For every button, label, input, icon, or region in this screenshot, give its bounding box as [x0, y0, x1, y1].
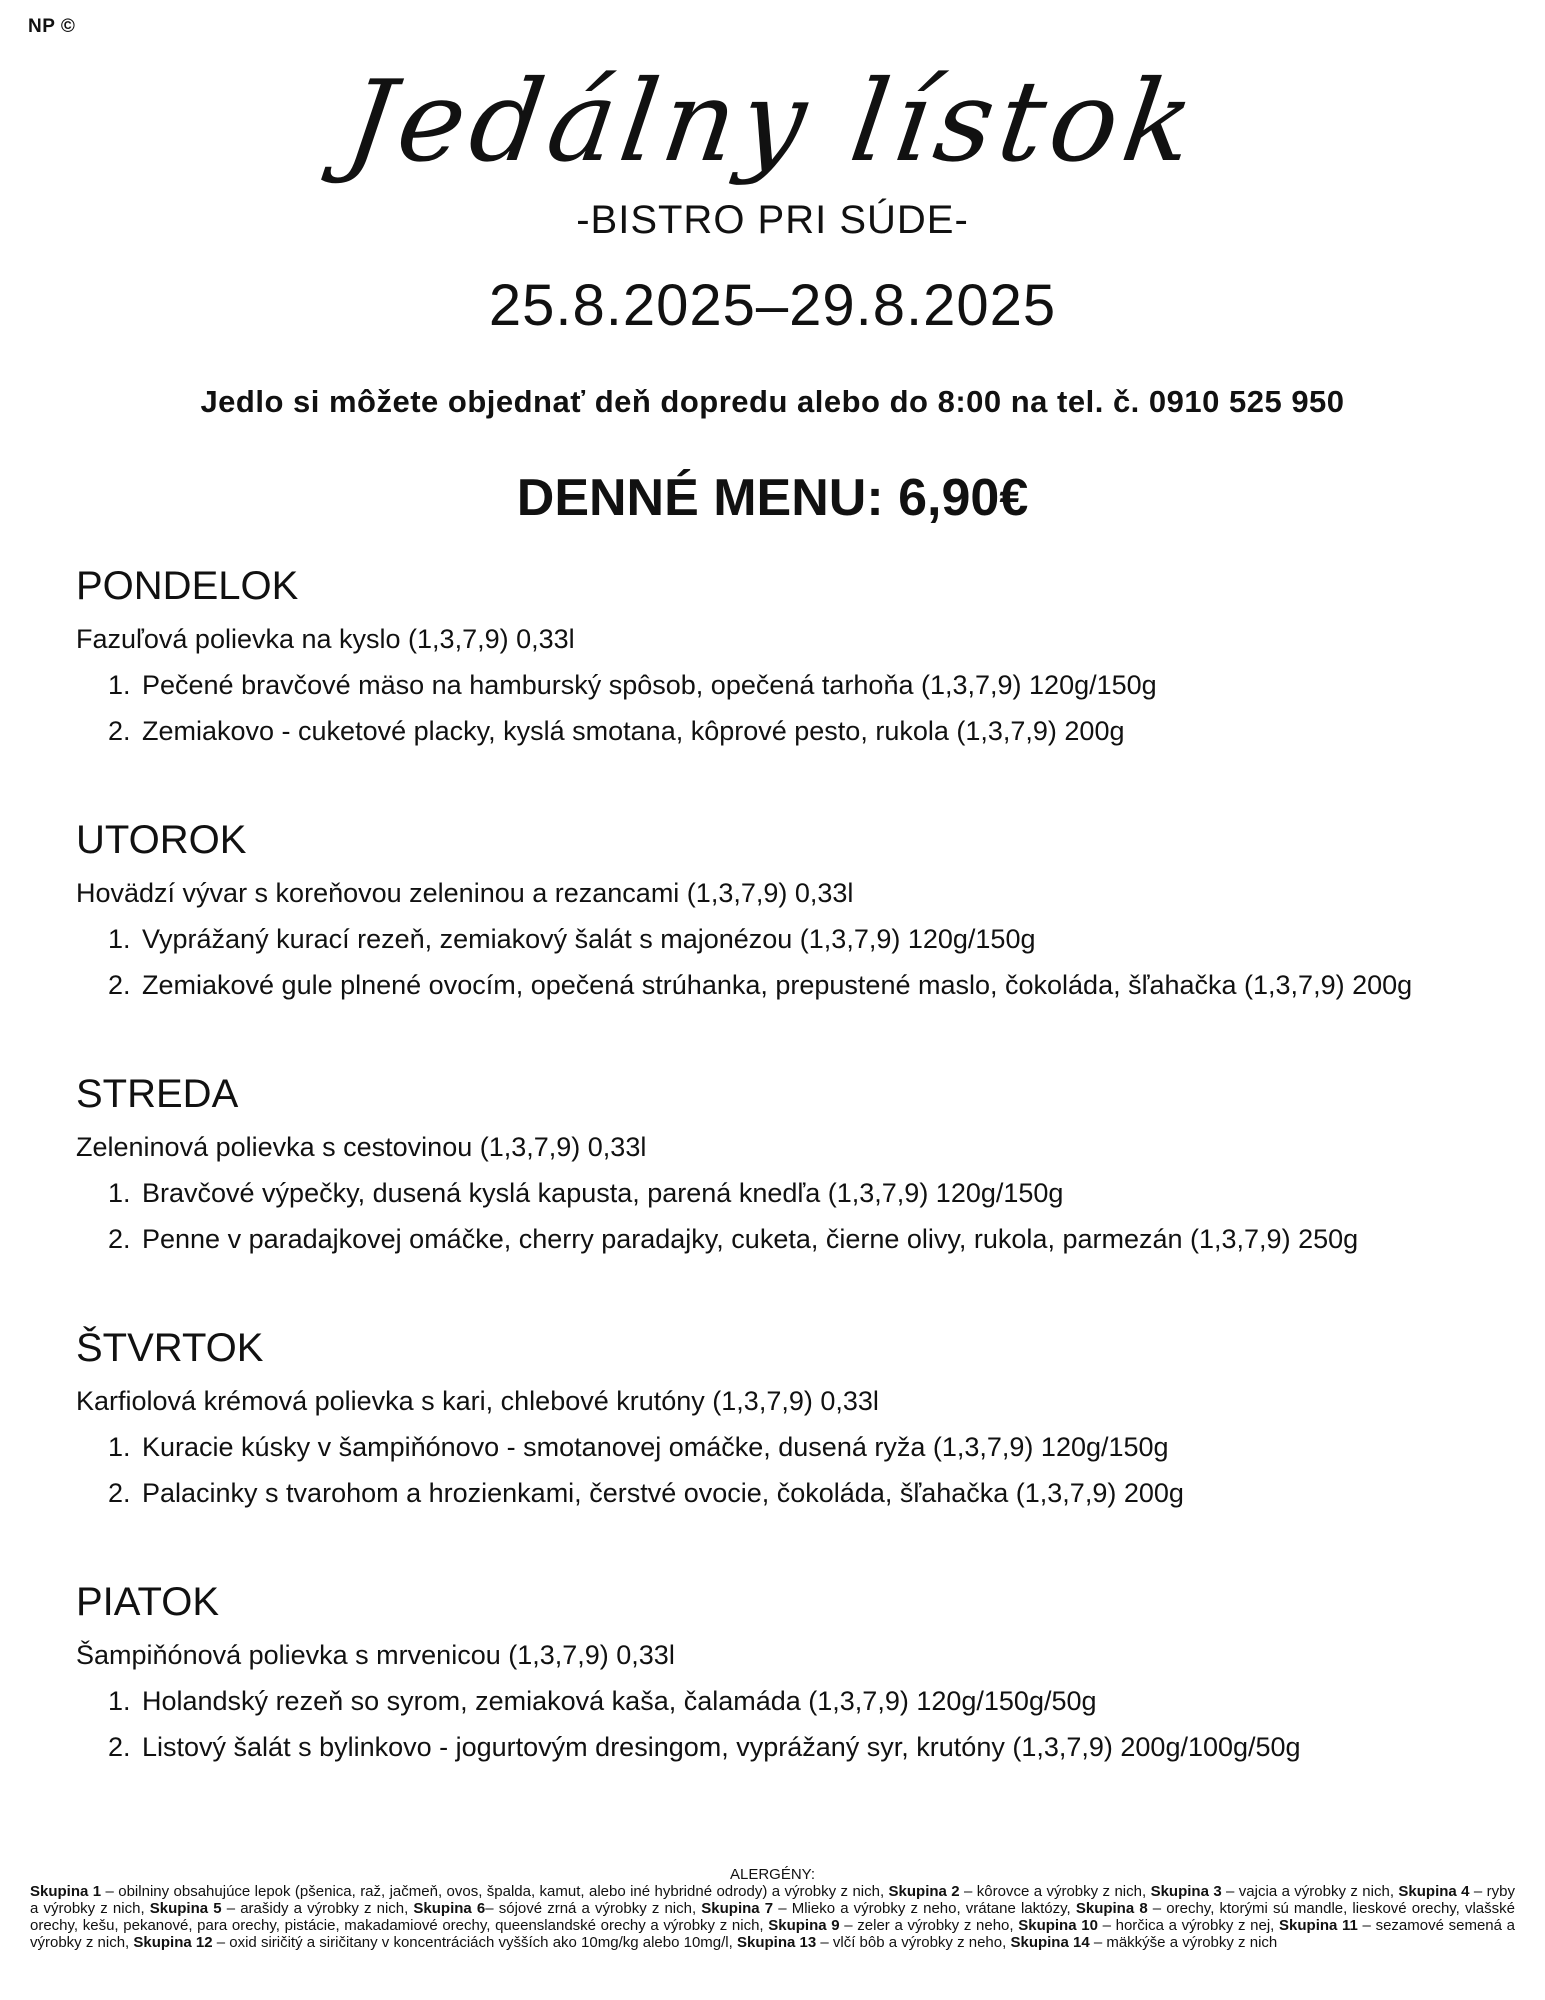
allergen-group-label: Skupina 4	[1398, 1883, 1470, 1900]
meal-list	[76, 662, 1496, 754]
corner-mark: NP ©	[28, 16, 76, 37]
allergens-title: ALERGÉNY:	[729, 1866, 816, 1883]
allergen-group-text: – sezamové semená a výrobky z nich,	[30, 1917, 1515, 1951]
meal-list	[76, 1678, 1496, 1770]
allergen-group-label: Skupina 14	[1010, 1934, 1090, 1951]
day-name: PONDELOK	[76, 564, 299, 608]
allergen-group-label: Skupina 2	[888, 1883, 960, 1900]
allergens-section	[30, 1866, 1515, 1951]
day-name: UTOROK	[76, 818, 247, 862]
meal-item: 1. Pečené bravčové mäso na hamburský spôsob, opečená tarhoňa (1,3,7,9) 120g/150g	[138, 662, 1496, 708]
weekly-menu	[76, 560, 1496, 1830]
allergen-group-label: Skupina 5	[149, 1900, 222, 1917]
meal-item: 2. Zemiakové gule plnené ovocím, opečená strúhanka, prepustené maslo, čokoláda, šľahačka (1,3,7,9) 200g	[138, 962, 1496, 1008]
allergen-group-text: – mäkkýše a výrobky z nich	[1089, 1934, 1278, 1951]
allergen-group-text: – vajcia a výrobky z nich,	[1221, 1883, 1399, 1900]
soup-item: Zeleninová polievka s cestovinou (1,3,7,9) 0,33l	[76, 1132, 647, 1162]
allergen-group-label: Skupina 3	[1150, 1883, 1222, 1900]
allergen-group-text: – obilniny obsahujúce lepok (pšenica, raž, jačmeň, ovos, špalda, kamut, alebo iné hybridné odrody) a výrobky z nich,	[101, 1883, 889, 1900]
menu-script-title: Jedálny lístok	[338, 57, 1207, 187]
soup-item: Hovädzí vývar s koreňovou zeleninou a rezancami (1,3,7,9) 0,33l	[76, 878, 854, 908]
menu-date-range: 25.8.2025–29.8.2025	[488, 273, 1057, 338]
allergen-group-label: Skupina 10	[1018, 1917, 1098, 1934]
day-section-monday	[76, 560, 1496, 754]
allergen-group-label: Skupina 1	[30, 1883, 102, 1900]
day-section-friday	[76, 1576, 1496, 1770]
allergen-group-text: – vlčí bôb a výrobky z neho,	[816, 1934, 1011, 1951]
meal-item: 2. Zemiakovo - cuketové placky, kyslá smotana, kôprové pesto, rukola (1,3,7,9) 200g	[138, 708, 1496, 754]
meal-item: 1. Bravčové výpečky, dusená kyslá kapusta, parená knedľa (1,3,7,9) 120g/150g	[138, 1170, 1496, 1216]
allergen-group-text: – zeler a výrobky z neho,	[839, 1917, 1019, 1934]
daily-menu-price: DENNÉ MENU: 6,90€	[516, 469, 1029, 527]
meal-item: 1. Holandský rezeň so syrom, zemiaková kaša, čalamáda (1,3,7,9) 120g/150g/50g	[138, 1678, 1496, 1724]
allergen-group-text: – horčica a výrobky z nej,	[1097, 1917, 1280, 1934]
allergen-group-label: Skupina 7	[701, 1900, 774, 1917]
soup-item: Karfiolová krémová polievka s kari, chlebové krutóny (1,3,7,9) 0,33l	[76, 1386, 879, 1416]
allergen-group-label: Skupina 11	[1279, 1917, 1358, 1934]
allergen-group-text: – sójové zrná a výrobky z nich,	[485, 1900, 702, 1917]
day-name: PIATOK	[76, 1580, 220, 1624]
meal-list	[76, 1170, 1496, 1262]
day-name: STREDA	[76, 1072, 239, 1116]
allergen-group-label: Skupina 12	[133, 1934, 213, 1951]
meal-list	[76, 1424, 1496, 1516]
meal-item: 1. Kuracie kúsky v šampiňónovo - smotanovej omáčke, dusená ryža (1,3,7,9) 120g/150g	[138, 1424, 1496, 1470]
allergen-group-label: Skupina 8	[1075, 1900, 1148, 1917]
day-section-tuesday	[76, 814, 1496, 1008]
meal-item: 2. Penne v paradajkovej omáčke, cherry paradajky, cuketa, čierne olivy, rukola, parmezán (1,3,7,9) 250g	[138, 1216, 1496, 1262]
meal-item: 2. Listový šalát s bylinkovo - jogurtovým dresingom, vyprážaný syr, krutóny (1,3,7,9) 200g/100g/50g	[138, 1724, 1496, 1770]
allergen-group-text: – orechy, ktorými sú mandle, lieskové orechy, vlašské orechy, kešu, pekanové, para orechy, pistácie, makadamiové orechy, queenslandské orechy a výrobky z nich,	[30, 1900, 1515, 1934]
soup-item: Fazuľová polievka na kyslo (1,3,7,9) 0,33l	[76, 624, 575, 654]
order-note: Jedlo si môžete objednať deň dopredu alebo do 8:00 na tel. č. 0910 525 950	[200, 384, 1345, 419]
allergen-group-text: – arašidy a výrobky z nich,	[221, 1900, 414, 1917]
allergen-group-text: – kôrovce a výrobky z nich,	[959, 1883, 1151, 1900]
allergen-group-label: Skupina 9	[768, 1917, 840, 1934]
allergen-group-text: – Mlieko a výrobky z neho, vrátane laktózy,	[773, 1900, 1076, 1917]
menu-header	[0, 52, 1545, 530]
soup-item: Šampiňónová polievka s mrvenicou (1,3,7,9) 0,33l	[76, 1640, 675, 1670]
meal-item: 2. Palacinky s tvarohom a hrozienkami, čerstvé ovocie, čokoláda, šľahačka (1,3,7,9) 200g	[138, 1470, 1496, 1516]
allergen-group-text: – oxid siričitý a siričitany v koncentráciách vyšších ako 10mg/kg alebo 10mg/l,	[212, 1934, 737, 1951]
day-section-thursday	[76, 1322, 1496, 1516]
allergen-group-text: – ryby a výrobky z nich,	[30, 1883, 1515, 1917]
day-name: ŠTVRTOK	[76, 1326, 264, 1370]
bistro-name: -BISTRO PRI SÚDE-	[576, 198, 969, 242]
meal-list	[76, 916, 1496, 1008]
day-section-wednesday	[76, 1068, 1496, 1262]
allergen-group-label: Skupina 6	[413, 1900, 486, 1917]
allergen-group-label: Skupina 13	[736, 1934, 817, 1951]
meal-item: 1. Vyprážaný kurací rezeň, zemiakový šalát s majonézou (1,3,7,9) 120g/150g	[138, 916, 1496, 962]
allergens-list	[30, 1883, 1515, 1951]
